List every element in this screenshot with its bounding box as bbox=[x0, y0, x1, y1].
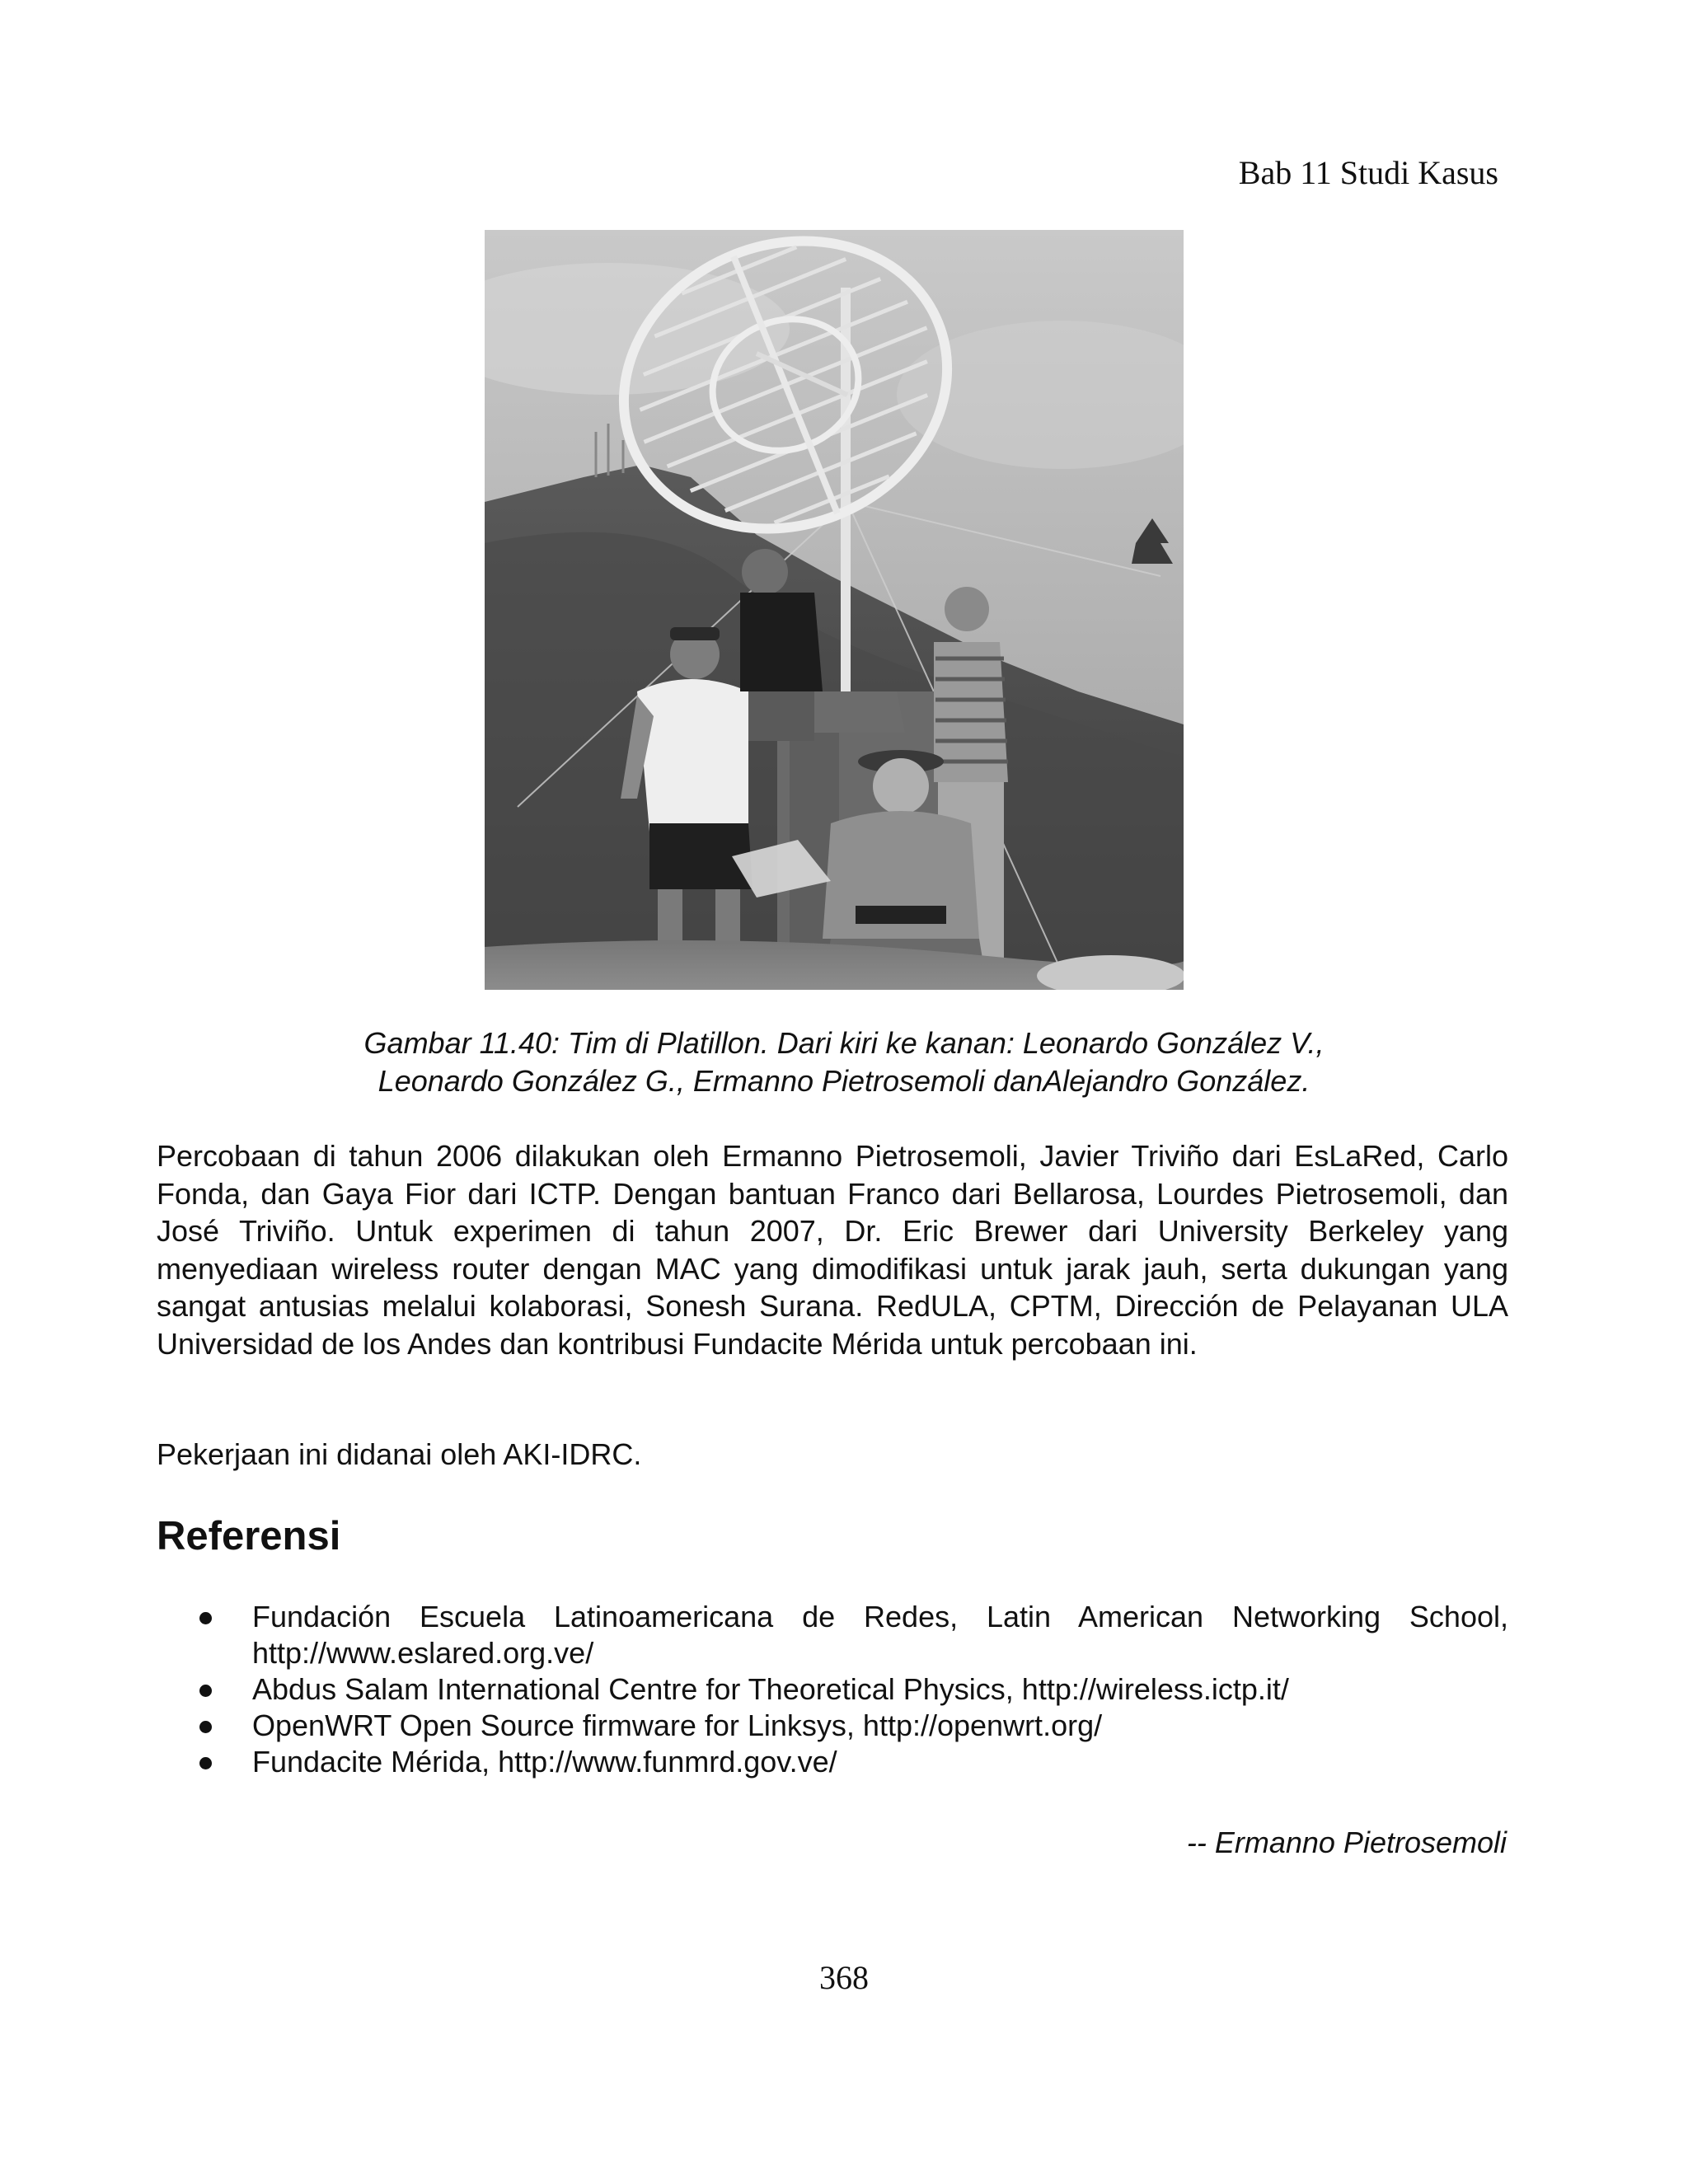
bullet-icon bbox=[199, 1685, 212, 1697]
reference-item bbox=[190, 1708, 1508, 1744]
author-signature: -- Ermanno Pietrosemoli bbox=[1186, 1825, 1507, 1859]
body-paragraph: Pekerjaan ini didanai oleh AKI-IDRC. bbox=[157, 1437, 642, 1471]
reference-item bbox=[190, 1599, 1508, 1671]
team-photo-illustration bbox=[485, 230, 1184, 990]
reference-item bbox=[190, 1744, 1508, 1780]
team-photo bbox=[485, 230, 1184, 990]
reference-text: Fundación Escuela Latinoamericana de Redes, Latin American Networking School, http://www.eslared.org.ve/ bbox=[252, 1600, 1508, 1670]
reference-text: Fundacite Mérida, http://www.funmrd.gov.ve/ bbox=[252, 1745, 837, 1779]
bullet-icon bbox=[199, 1721, 212, 1733]
caption-line: Leonardo González G., Ermanno Pietrosemoli danAlejandro González. bbox=[377, 1064, 1311, 1098]
page-number: 368 bbox=[819, 1959, 869, 1996]
reference-item bbox=[190, 1671, 1508, 1708]
reference-list bbox=[190, 1599, 1508, 1780]
bullet-icon bbox=[199, 1612, 212, 1624]
caption-line: Gambar 11.40: Tim di Platillon. Dari kiri ke kanan: Leonardo González V., bbox=[363, 1026, 1325, 1060]
section-heading: Referensi bbox=[157, 1514, 341, 1558]
reference-text: OpenWRT Open Source firmware for Linksys, http://openwrt.org/ bbox=[252, 1708, 1103, 1742]
running-header: Bab 11 Studi Kasus bbox=[1238, 154, 1498, 191]
reference-text: Abdus Salam International Centre for Theoretical Physics, http://wireless.ictp.it/ bbox=[252, 1672, 1289, 1706]
bullet-icon bbox=[199, 1757, 212, 1769]
body-paragraph: Percobaan di tahun 2006 dilakukan oleh Ermanno Pietrosemoli, Javier Triviño dari EsLaRed, Carlo Fonda, dan Gaya Fior dari ICTP. Dengan bantuan Franco dari Bellarosa, Lourdes Pietrosemoli, dan José Triviño. Untuk experimen di tahun 2007, Dr. Eric Brewer dari University Berkeley yang menyediaan wireless router dengan MAC yang dimodifikasi untuk jarak jauh, serta dukungan yang sangat antusias melalui kolaborasi, Sonesh Surana. RedULA, CPTM, Dirección de Pelayanan ULA Universidad de los Andes dan kontribusi Fundacite Mérida untuk percobaan ini. bbox=[157, 1139, 1508, 1361]
figure-caption bbox=[214, 1024, 1474, 1100]
